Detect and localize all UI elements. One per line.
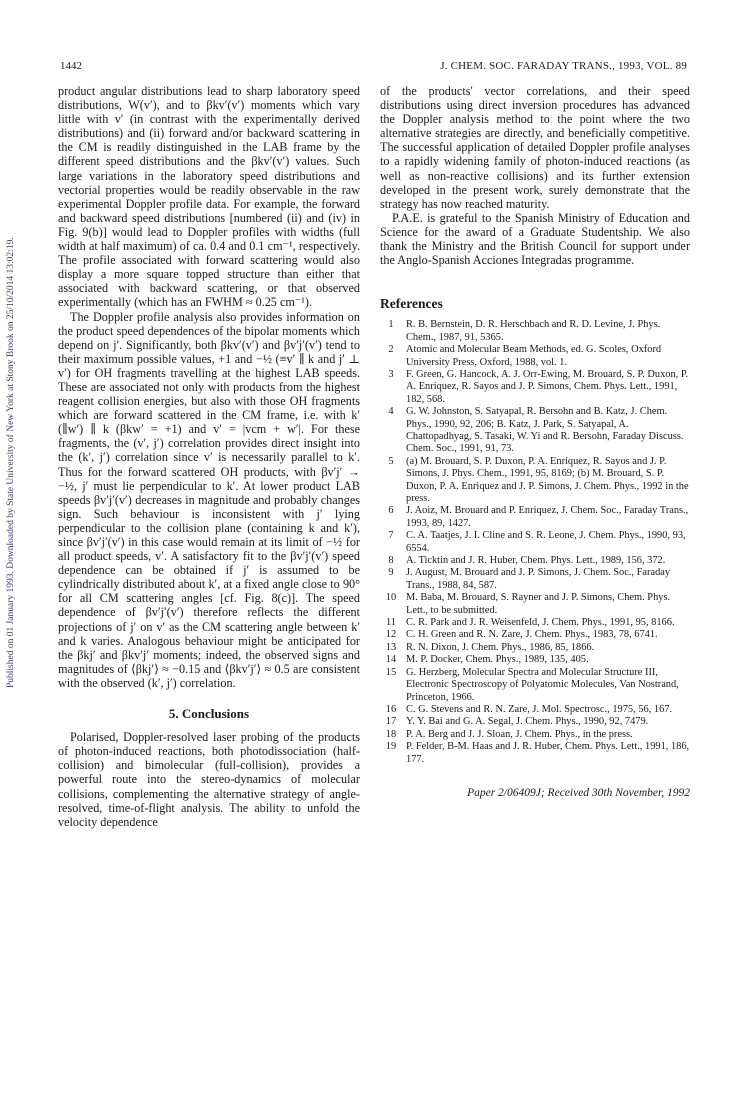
reference-number: 18: [385, 728, 397, 740]
journal-header: J. CHEM. SOC. FARADAY TRANS., 1993, VOL. 89: [440, 60, 687, 72]
reference-text: A. Ticktin and J. R. Huber, Chem. Phys. Lett., 1989, 156, 372.: [406, 555, 666, 567]
reference-number: 19: [385, 741, 397, 753]
reference-text: G. Herzberg, Molecular Spectra and Molecular Structure III, Electronic Spectroscopy of Polyatomic Molecules, Van Nostrand, Princeton, 1966.: [406, 666, 679, 703]
reference-text: Atomic and Molecular Beam Methods, ed. G. Scoles, Oxford University Press, Oxford, 1988, vol. 1.: [406, 344, 662, 368]
body-paragraph: product angular distributions lead to sharp laboratory speed distributions, W(v′), and to βkv′(v′) moments which vary little with v′ (in contrast with the experimentally derived distributions) and (ii) forward and/or backward scattering in the CM is readily distinguished in the LAB frame by the different speed distributions and the βkv′(v′) values. Such large variations in the laboratory speed distributions and vectorial properties would be readily observable in the raw experimental Doppler profile data. For example, the forward and backward speed distributions [numbered (ii) and (iv) in Fig. 9(b)] would lead to Doppler profiles with widths (full width at half maximum) of ca. 0.4 and 0.1 cm⁻¹, respectively. The profile associated with forward scattering would also display a more square topped structure than either that associated with backward scattering, or that observed experimentally (which has an FWHM ≈ 0.25 cm⁻¹).: [58, 84, 360, 310]
reference-text: G. W. Johnston, S. Satyapal, R. Bersohn and B. Katz, J. Chem. Phys., 1990, 92, 206; B. Katz, J. Park, S. Satyapal, A. Chattopadhyag, S. Tasaki, W. Yi and R. Bersohn, Faraday Discuss. Chem. Soc., 1991, 91, 73.: [406, 406, 684, 455]
reference-item: [380, 319, 690, 344]
reference-text: C. G. Stevens and R. N. Zare, J. Mol. Spectrosc., 1975, 56, 167.: [406, 703, 673, 715]
reference-item: [380, 369, 690, 406]
reference-number: 4: [388, 406, 394, 418]
download-watermark: [6, 128, 20, 688]
reference-item: [380, 617, 690, 629]
reference-text: M. Baba, M. Brouard, S. Rayner and J. P. Simons, Chem. Phys. Lett., to be submitted.: [406, 592, 671, 616]
reference-number: 14: [385, 654, 397, 666]
reference-number: 16: [385, 703, 397, 715]
reference-number: 10: [385, 592, 397, 604]
reference-text: C. H. Green and R. N. Zare, J. Chem. Phys., 1983, 78, 6741.: [406, 629, 658, 641]
reference-number: 7: [388, 530, 394, 542]
reference-number: 1: [388, 319, 394, 331]
reference-number: 11: [385, 617, 396, 629]
reference-item: [380, 344, 690, 369]
reference-item: [380, 406, 690, 456]
reference-text: (a) M. Brouard, S. P. Duxon, P. A. Enriquez, R. Sayos and J. P. Simons, J. Phys. Chem., 1991, 95, 8169; (b) M. Brouard, S. P. Duxon, P. A. Enriquez and J. P. Simons, J. Chem. Phys., 1992 in the press.: [406, 455, 689, 504]
reference-item: [380, 505, 690, 530]
reference-item: [380, 667, 690, 704]
reference-number: 2: [388, 344, 394, 356]
page-number: 1442: [60, 60, 82, 72]
acknowledgement: P.A.E. is grateful to the Spanish Ministry of Education and Science for the award of a Graduate Studentship. We also thank the Ministry and the British Council for support under the Anglo-Spanish Acciones Integradas programme.: [380, 210, 690, 268]
reference-text: M. P. Docker, Chem. Phys., 1989, 135, 405.: [406, 654, 589, 666]
download-watermark-text: Published on 01 January 1993. Downloaded by State University of New York at Stony Brook on 25/10/2014 13:02:19.: [6, 237, 16, 688]
reference-number: 12: [385, 629, 397, 641]
reference-item: [380, 741, 690, 766]
reference-number: 8: [388, 555, 394, 567]
references-title: References: [380, 296, 443, 312]
section-title: 5. Conclusions: [168, 706, 250, 722]
reference-item: [380, 530, 690, 555]
reference-item: [380, 729, 690, 741]
right-column: [380, 84, 690, 800]
body-paragraph: Polarised, Doppler-resolved laser probing of the products of photon-induced reactions, both photodissociation (half-collision) and bimolecular (full-collision), provides a powerful route into the stereo-dynamics of molecular collisions, complementing the alternative strategy of angle-resolved, time-of-flight analysis. The ability to unfold the velocity dependence: [58, 730, 360, 829]
reference-text: P. A. Berg and J. J. Sloan, J. Chem. Phys., in the press.: [406, 728, 633, 740]
reference-text: J. August, M. Brouard and J. P. Simons, J. Chem. Soc., Faraday Trans., 1988, 84, 587.: [406, 567, 671, 591]
reference-number: 9: [388, 567, 394, 579]
reference-item: [380, 704, 690, 716]
reference-item: [380, 456, 690, 506]
reference-text: P. Felder, B-M. Haas and J. R. Huber, Chem. Phys. Lett., 1991, 186, 177.: [406, 741, 690, 765]
reference-item: [380, 716, 690, 728]
reference-item: [380, 567, 690, 592]
reference-text: R. N. Dixon, J. Chem. Phys., 1986, 85, 1866.: [406, 641, 595, 653]
reference-text: Y. Y. Bai and G. A. Segal, J. Chem. Phys., 1990, 92, 7479.: [406, 716, 649, 728]
reference-text: C. A. Taatjes, J. I. Cline and S. R. Leone, J. Chem. Phys., 1990, 93, 6554.: [406, 530, 686, 554]
reference-item: [380, 642, 690, 654]
reference-text: J. Aoiz, M. Brouard and P. Enriquez, J. Chem. Soc., Faraday Trans., 1993, 89, 1427.: [406, 505, 689, 529]
body-paragraph: The Doppler profile analysis also provides information on the product speed dependences of the bipolar moments which depend on j′. Significantly, both βkv′(v′) and βv′j′(v′) tend to their maximum possible values, +1 and −½ (≡v′ ∥ k and j′ ⊥ v′) for OH fragments travelling at the highest LAB speeds. These are associated not only with products from the highest reagent collision energies, but also with those OH fragments which are forward scattered in the CM frame, i.e. with k′(∥w′) ∥ k (βkw′ = +1) and v′ = |vcm + w′|. For these fragments, the (v′, j′) correlation provides direct insight into the (k′, j′) correlation since v′ is necessarily parallel to k′. Thus for the forward scattered OH products, with βv′j′ → −½, j′ must lie perpendicular to k′. At lower product LAB speeds βv′j′(v′) decreases in magnitude and probably changes sign. Such behaviour is inconsistent with j′ lying perpendicular to the collision plane (containing k and k′), since βv′j′(v′) in this case would remain at its limit of −½ for all product speeds, v′. A satisfactory fit to the βv′j′(v′) speed dependence can be obtained if j′ is assumed to be cylindrically distributed about k′, at a fixed angle close to 90° for all CM scattering angles [cf. Fig. 8(c)]. The speed dependence of βv′j′(v′) therefore reflects the different projections of j′ on v′ as the CM scattering angle between k′ and k varies. Analogous behaviour might be anticipated for the βkj′ and βkv′j′ moments; indeed, the observed signs and magnitudes of ⟨βkj′⟩ ≈ −0.15 and ⟨βkv′j′⟩ ≈ 0.5 are consistent with the observed (k′, j′) correlation.: [58, 309, 360, 690]
reference-number: 6: [388, 505, 394, 517]
reference-number: 5: [388, 455, 394, 467]
reference-item: [380, 555, 690, 567]
reference-list: [380, 319, 690, 766]
reference-text: F. Green, G. Hancock, A. J. Orr-Ewing, M. Brouard, S. P. Duxon, P. A. Enriquez, R. Sayos and J. P. Simons, Chem. Phys. Lett., 1991, 182, 568.: [406, 368, 689, 405]
reference-item: [380, 592, 690, 617]
reference-item: [380, 654, 690, 666]
reference-number: 13: [385, 641, 397, 653]
reference-number: 15: [385, 666, 397, 678]
reference-text: R. B. Bernstein, D. R. Herschbach and R. D. Levine, J. Phys. Chem., 1987, 91, 5365.: [406, 319, 661, 343]
body-paragraph: of the products' vector correlations, and their speed distributions using direct inversion procedures has advanced the Doppler analysis method to the point where the two alternative strategies are directly, and beneficially competitive. The successful application of detailed Doppler profile analyses to a rapidly widening family of photon-induced reactions (as well as non-reactive collisions) and its further extension developed in the present work, surely demonstrate that the strategy has now reached maturity.: [380, 84, 690, 211]
reference-text: C. R. Park and J. R. Weisenfeld, J. Chem. Phys., 1991, 95, 8166.: [406, 617, 675, 629]
reference-item: [380, 629, 690, 641]
left-column: [58, 84, 360, 829]
received-note: Paper 2/06409J; Received 30th November, 1992: [467, 786, 690, 799]
reference-number: 17: [385, 716, 397, 728]
reference-number: 3: [388, 368, 394, 380]
